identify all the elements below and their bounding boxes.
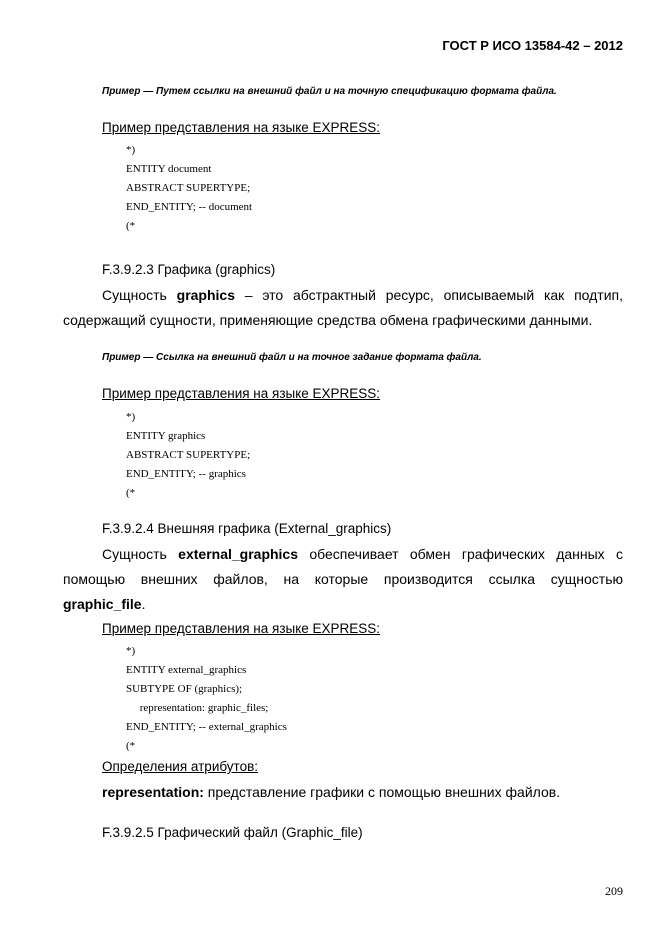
code-line: (* [126, 220, 136, 232]
express-label-2: Пример представления на языке EXPRESS: [102, 386, 381, 401]
document-header: ГОСТ Р ИСО 13584-42 – 2012 [442, 38, 623, 53]
express-label-3: Пример представления на языке EXPRESS: [102, 621, 381, 636]
section-heading-external-graphics: F.3.9.2.4 Внешняя графика (External_graphics) [102, 521, 392, 536]
code-line: END_ENTITY; -- graphics [126, 468, 246, 480]
code-line: representation: graphic_files; [126, 702, 269, 714]
attribute-description: представление графики с помощью внешних файлов. [203, 784, 561, 800]
term-graphics: graphics [176, 287, 235, 303]
attribute-definition-representation [102, 784, 560, 800]
code-line: ENTITY graphics [126, 430, 206, 442]
term-graphic-file: graphic_file [63, 596, 142, 612]
code-line: SUBTYPE OF (graphics); [126, 683, 243, 695]
code-line: (* [126, 487, 136, 499]
section-heading-graphics: F.3.9.2.3 Графика (graphics) [102, 262, 276, 277]
attribute-definitions-label: Определения атрибутов: [102, 759, 259, 774]
example-note-1: Пример — Путем ссылки на внешний файл и на точную спецификацию формата файла. [102, 86, 557, 97]
code-line: (* [126, 740, 136, 752]
paragraph-graphics: Сущность graphics – это абстрактный ресурс, описываемый как подтип, содержащий сущности, применяющие средства обмена графическими данными. [63, 287, 624, 328]
page-number: 209 [605, 884, 623, 898]
code-block-3 [126, 642, 287, 756]
example-note-2: Пример — Ссылка на внешний файл и на точное задание формата файла. [102, 352, 482, 363]
code-block-2 [126, 408, 250, 503]
section-heading-graphic-file: F.3.9.2.5 Графический файл (Graphic_file) [102, 825, 363, 840]
express-label-1: Пример представления на языке EXPRESS: [102, 120, 381, 135]
code-line: *) [126, 645, 136, 657]
term-external-graphics: external_graphics [178, 546, 299, 562]
code-line: ENTITY document [126, 163, 212, 175]
code-line: ABSTRACT SUPERTYPE; [126, 182, 251, 194]
code-line: *) [126, 411, 136, 423]
code-line: *) [126, 144, 136, 156]
code-line: END_ENTITY; -- document [126, 201, 253, 213]
paragraph-external-graphics: Сущность external_graphics обеспечивает обмен графических данных с помощью внешних файлов, на которые производится ссылка сущностью graphic_file. [63, 546, 623, 612]
code-line: END_ENTITY; -- external_graphics [126, 721, 287, 733]
code-block-1 [126, 141, 252, 236]
code-line: ENTITY external_graphics [126, 664, 247, 676]
attribute-term: representation: [102, 784, 204, 800]
code-line: ABSTRACT SUPERTYPE; [126, 449, 251, 461]
